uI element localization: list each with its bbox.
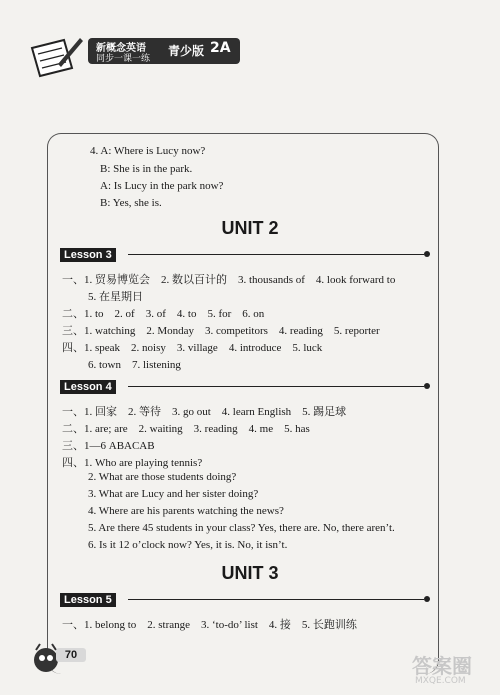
answer-line: 一、1. belong to 2. strange 3. ‘to-do’ list 4. 接 5. 长跑训练 (62, 619, 357, 631)
series-subtitle: 同步一课一练 (96, 54, 151, 64)
answer-line: B: Yes, she is. (100, 197, 162, 209)
answer-line: 2. What are those students doing? (88, 471, 237, 483)
lesson-bar (60, 248, 430, 262)
page-number: 70 (56, 648, 86, 662)
answer-line: 四、1. speak 2. noisy 3. village 4. introduce 5. luck (62, 342, 323, 354)
answer-line: A: Is Lucy in the park now? (100, 180, 224, 192)
unit-heading: UNIT 3 (221, 563, 279, 583)
answer-line: 5. Are there 45 students in your class? Yes, there are. No, there aren’t. (88, 522, 395, 534)
edition-label: 青少版 (168, 44, 205, 58)
lesson-bar (60, 593, 430, 607)
answer-line: 4. Where are his parents watching the news? (88, 505, 284, 517)
lesson-label: Lesson 5 (60, 593, 116, 607)
divider-dot (424, 251, 430, 257)
answer-line: 四、1. Who are playing tennis? (62, 457, 203, 469)
answer-line: 5. 在星期日 (88, 291, 143, 303)
divider (128, 386, 424, 387)
answer-line: 6. town 7. listening (88, 359, 181, 371)
volume-label: 2A (210, 40, 231, 56)
lesson-label: Lesson 3 (60, 248, 116, 262)
divider-dot (424, 383, 430, 389)
answer-line: 6. Is it 12 o’clock now? Yes, it is. No, it isn’t. (88, 539, 288, 551)
answer-line: 二、1. are; are 2. waiting 3. reading 4. me 5. has (62, 423, 310, 435)
series-badge (88, 38, 240, 64)
answer-line: 二、1. to 2. of 3. of 4. to 5. for 6. on (62, 308, 265, 320)
answer-line: 三、1—6 ABACAB (62, 440, 155, 452)
watermark-url: MXQE.COM (415, 676, 466, 686)
book-header (28, 30, 238, 78)
divider (128, 254, 424, 255)
watermark-logo: 答案圈 (412, 654, 472, 678)
answer-line: 一、1. 回家 2. 等待 3. go out 4. learn English 5. 踢足球 (62, 406, 347, 418)
answer-line: B: She is in the park. (100, 163, 193, 175)
answer-line: 3. What are Lucy and her sister doing? (88, 488, 259, 500)
divider (128, 599, 424, 600)
lesson-bar (60, 380, 430, 394)
answer-line: 三、1. watching 2. Monday 3. competitors 4. reading 5. reporter (62, 325, 380, 337)
divider-dot (424, 596, 430, 602)
lesson-label: Lesson 4 (60, 380, 116, 394)
unit-heading: UNIT 2 (221, 218, 279, 238)
answer-line: 4. A: Where is Lucy now? (90, 145, 206, 157)
answer-line: 一、1. 贸易博览会 2. 数以百计的 3. thousands of 4. look forward to (62, 274, 396, 286)
pencil-paper-icon (28, 34, 84, 78)
series-title: 新概念英语 (96, 43, 146, 54)
